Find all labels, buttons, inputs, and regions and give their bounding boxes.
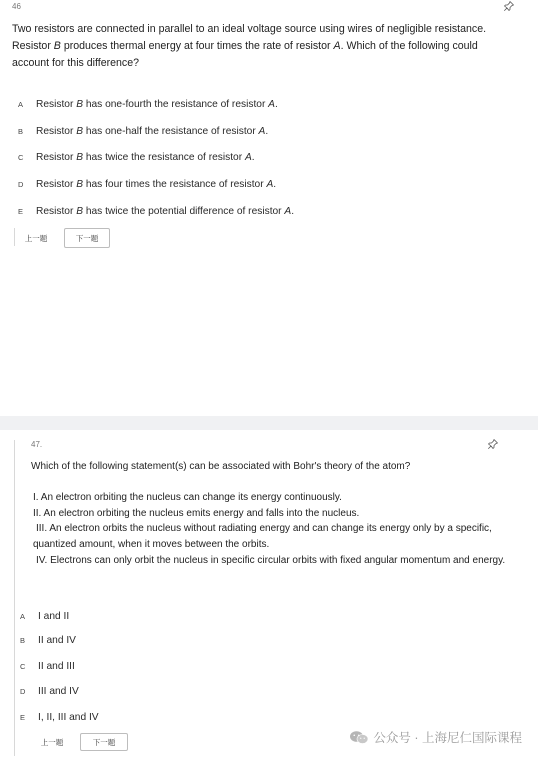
watermark [349, 728, 522, 746]
option-c[interactable] [20, 658, 75, 674]
option-letter: E [20, 712, 26, 722]
option-letter: B [18, 126, 24, 136]
option-text: Resistor B has one-half the resistance of resistor A. [36, 125, 269, 137]
pin-icon[interactable] [487, 438, 499, 450]
option-letter: E [18, 206, 24, 216]
statement-1: I. An electron orbiting the nucleus can change its energy continuously. [33, 492, 342, 503]
option-b[interactable] [20, 632, 76, 648]
option-letter: A [20, 611, 26, 621]
option-text: II and III [38, 660, 75, 672]
option-text: II and IV [38, 634, 76, 646]
prev-question-button[interactable]: 上一题 [32, 733, 72, 751]
option-text: Resistor B has twice the potential difference of resistor A. [36, 205, 295, 217]
next-question-button[interactable]: 下一题 [80, 733, 128, 751]
question-nav [16, 228, 110, 248]
question-stem: Two resistors are connected in parallel to an ideal voltage source using wires of negligible resistance. Resistor B produces thermal energy at four times the rate of resistor A. Which of the following could account for this difference? [12, 23, 487, 69]
question-stem: Which of the following statement(s) can be associated with Bohr's theory of the atom? [31, 461, 411, 472]
option-letter: C [20, 661, 26, 671]
option-a[interactable] [20, 608, 69, 624]
pin-icon[interactable] [503, 0, 515, 12]
watermark-text: 公众号 · 上海尼仁国际课程 [373, 731, 522, 745]
option-a[interactable] [18, 96, 278, 112]
question-card-47 [0, 430, 538, 759]
wechat-icon [349, 730, 369, 745]
option-c[interactable] [18, 149, 255, 165]
option-letter: D [20, 686, 26, 696]
statement-2: II. An electron orbiting the nucleus emits energy and falls into the nucleus. [33, 508, 360, 519]
option-d[interactable] [18, 176, 276, 192]
option-letter: C [18, 152, 24, 162]
option-e[interactable] [20, 709, 99, 725]
statement-4: IV. Electrons can only orbit the nucleus in specific circular orbits with fixed angular momentum and energy. [36, 555, 506, 566]
question-number: 47. [31, 440, 43, 449]
option-letter: B [20, 635, 26, 645]
option-e[interactable] [18, 203, 294, 219]
statement-3: III. An electron orbits the nucleus without radiating energy and can change its energy only by a specific, quantized amount, when it moves between the orbits. [33, 523, 492, 550]
question-nav [32, 733, 128, 751]
option-text: III and IV [38, 685, 79, 697]
prev-question-button[interactable]: 上一题 [16, 229, 56, 247]
next-question-button[interactable]: 下一题 [64, 228, 110, 248]
option-text: Resistor B has four times the resistance of resistor A. [36, 178, 277, 190]
option-letter: D [18, 179, 24, 189]
question-number: 46 [12, 2, 21, 11]
option-d[interactable] [20, 683, 79, 699]
nav-divider [14, 228, 15, 246]
option-b[interactable] [18, 123, 268, 139]
option-text: Resistor B has twice the resistance of resistor A. [36, 151, 255, 163]
card-left-border [14, 440, 15, 756]
option-text: I, II, III and IV [38, 711, 99, 723]
option-letter: A [18, 99, 24, 109]
option-text: I and II [38, 610, 70, 622]
option-text: Resistor B has one-fourth the resistance of resistor A. [36, 98, 278, 110]
card-separator [0, 416, 538, 430]
